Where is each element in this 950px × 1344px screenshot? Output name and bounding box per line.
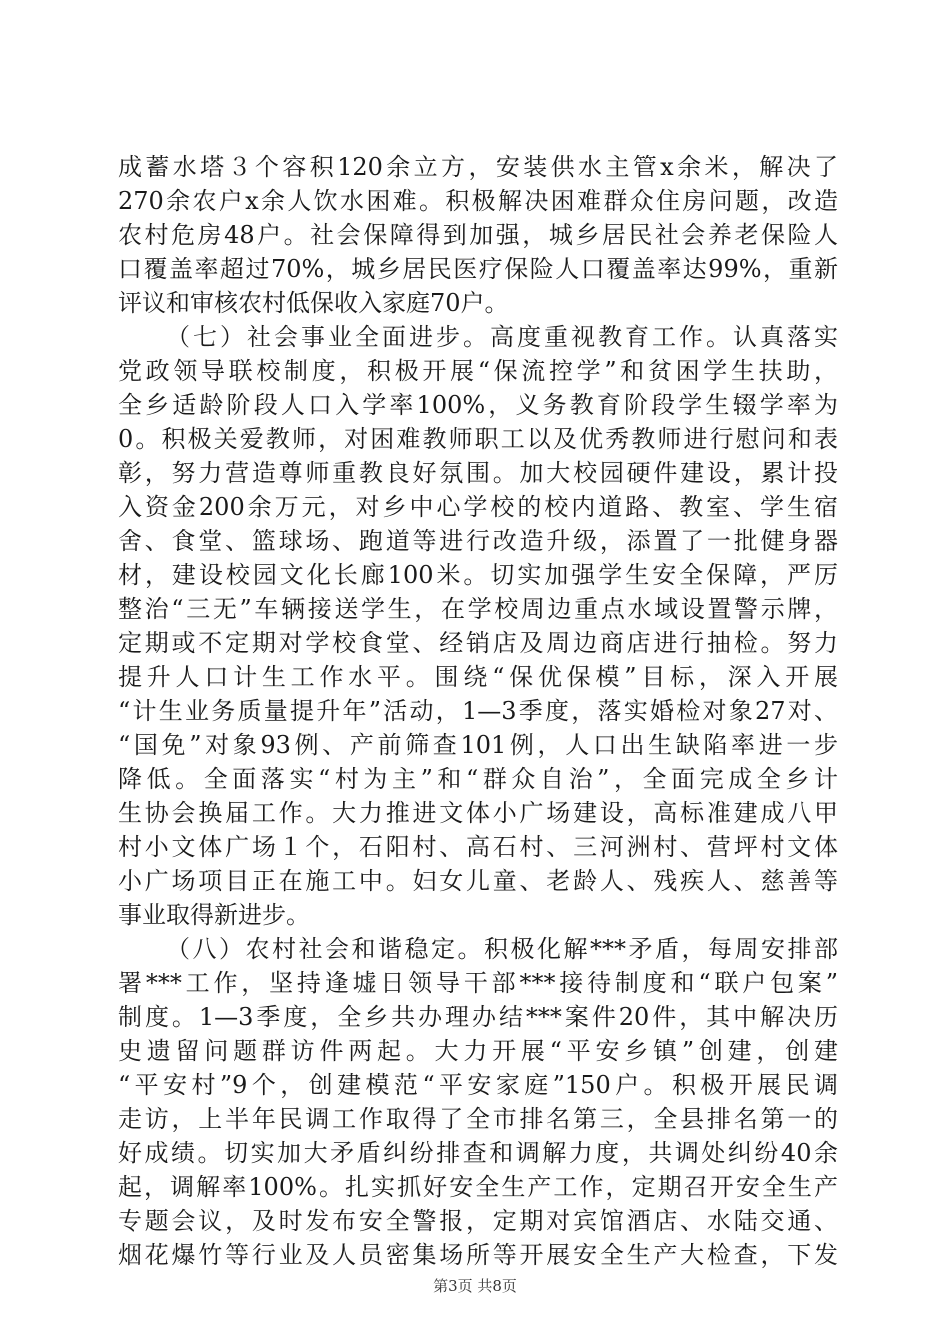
text-line: 专题会议，及时发布安全警报，定期对宾馆酒店、水陆交通、 [118, 1207, 838, 1235]
paragraph-social-undertakings [118, 320, 838, 932]
text-line: 提升人口计生工作水平。围绕“保优保模”目标，深入开展 [118, 663, 838, 691]
page-number-footer: 第3页 共8页 [433, 1277, 517, 1295]
text-line: 署***工作，坚持逢墟日领导干部***接待制度和“联户包案” [118, 969, 838, 997]
text-line: 彰，努力营造尊师重教良好氛围。加大校园硬件建设，累计投 [118, 459, 838, 487]
text-line: 整治“三无”车辆接送学生，在学校周边重点水域设置警示牌， [118, 595, 838, 623]
text-line: 小广场项目正在施工中。妇女儿童、老龄人、残疾人、慈善等 [118, 867, 838, 895]
paragraph-rural-stability [118, 932, 838, 1272]
text-line: 制度。1—3季度，全乡共办理办结***案件20件，其中解决历 [118, 1003, 838, 1031]
text-line: 村小文体广场１个，石阳村、高石村、三河洲村、营坪村文体 [118, 833, 838, 861]
text-line: 事业取得新进步。 [118, 901, 310, 929]
paragraph-heading-line: （八）农村社会和谐稳定。积极化解***矛盾，每周安排部 [166, 935, 838, 963]
document-body [118, 150, 838, 1272]
text-line: 评议和审核农村低保收入家庭70户。 [118, 289, 509, 317]
text-line: 烟花爆竹等行业及人员密集场所等开展安全生产大检查，下发 [118, 1241, 838, 1269]
text-line: 降低。全面落实“村为主”和“群众自治”，全面完成全乡计 [118, 765, 838, 793]
text-line: 农村危房48户。社会保障得到加强，城乡居民社会养老保险人 [118, 221, 838, 249]
text-line: 全乡适龄阶段人口入学率100%，义务教育阶段学生辍学率为 [118, 391, 838, 419]
text-line: 舍、食堂、篮球场、跑道等进行改造升级，添置了一批健身器 [118, 527, 838, 555]
text-line: 入资金200余万元，对乡中心学校的校内道路、教室、学生宿 [118, 493, 838, 521]
text-line: 0。积极关爱教师，对困难教师职工以及优秀教师进行慰问和表 [118, 425, 838, 453]
paragraph-heading-line: （七）社会事业全面进步。高度重视教育工作。认真落实 [166, 323, 838, 351]
text-line: 270余农户x余人饮水困难。积极解决困难群众住房问题，改造 [118, 187, 838, 215]
text-line: 起，调解率100%。扎实抓好安全生产工作，定期召开安全生产 [118, 1173, 838, 1201]
text-line: 党政领导联校制度，积极开展“保流控学”和贫困学生扶助， [118, 357, 838, 385]
text-line: 定期或不定期对学校食堂、经销店及周边商店进行抽检。努力 [118, 629, 838, 657]
text-line: 成蓄水塔３个容积120余立方，安装供水主管x余米，解决了 [118, 153, 838, 181]
text-line: 口覆盖率超过70%，城乡居民医疗保险人口覆盖率达99%，重新 [118, 255, 838, 283]
paragraph-social-security [118, 150, 838, 320]
text-line: 史遗留问题群访件两起。大力开展“平安乡镇”创建，创建 [118, 1037, 838, 1065]
text-line: 材，建设校园文化长廊100米。切实加强学生安全保障，严厉 [118, 561, 838, 589]
text-line: 好成绩。切实加大矛盾纠纷排查和调解力度，共调处纠纷40余 [118, 1139, 838, 1167]
text-line: “计生业务质量提升年”活动，1—3季度，落实婚检对象27对、 [118, 697, 838, 725]
text-line: “平安村”9个，创建模范“平安家庭”150户。积极开展民调 [118, 1071, 838, 1099]
text-line: “国免”对象93例、产前筛查101例，人口出生缺陷率进一步 [118, 731, 838, 759]
text-line: 走访，上半年民调工作取得了全市排名第三，全县排名第一的 [118, 1105, 838, 1133]
text-line: 生协会换届工作。大力推进文体小广场建设，高标准建成八甲 [118, 799, 838, 827]
